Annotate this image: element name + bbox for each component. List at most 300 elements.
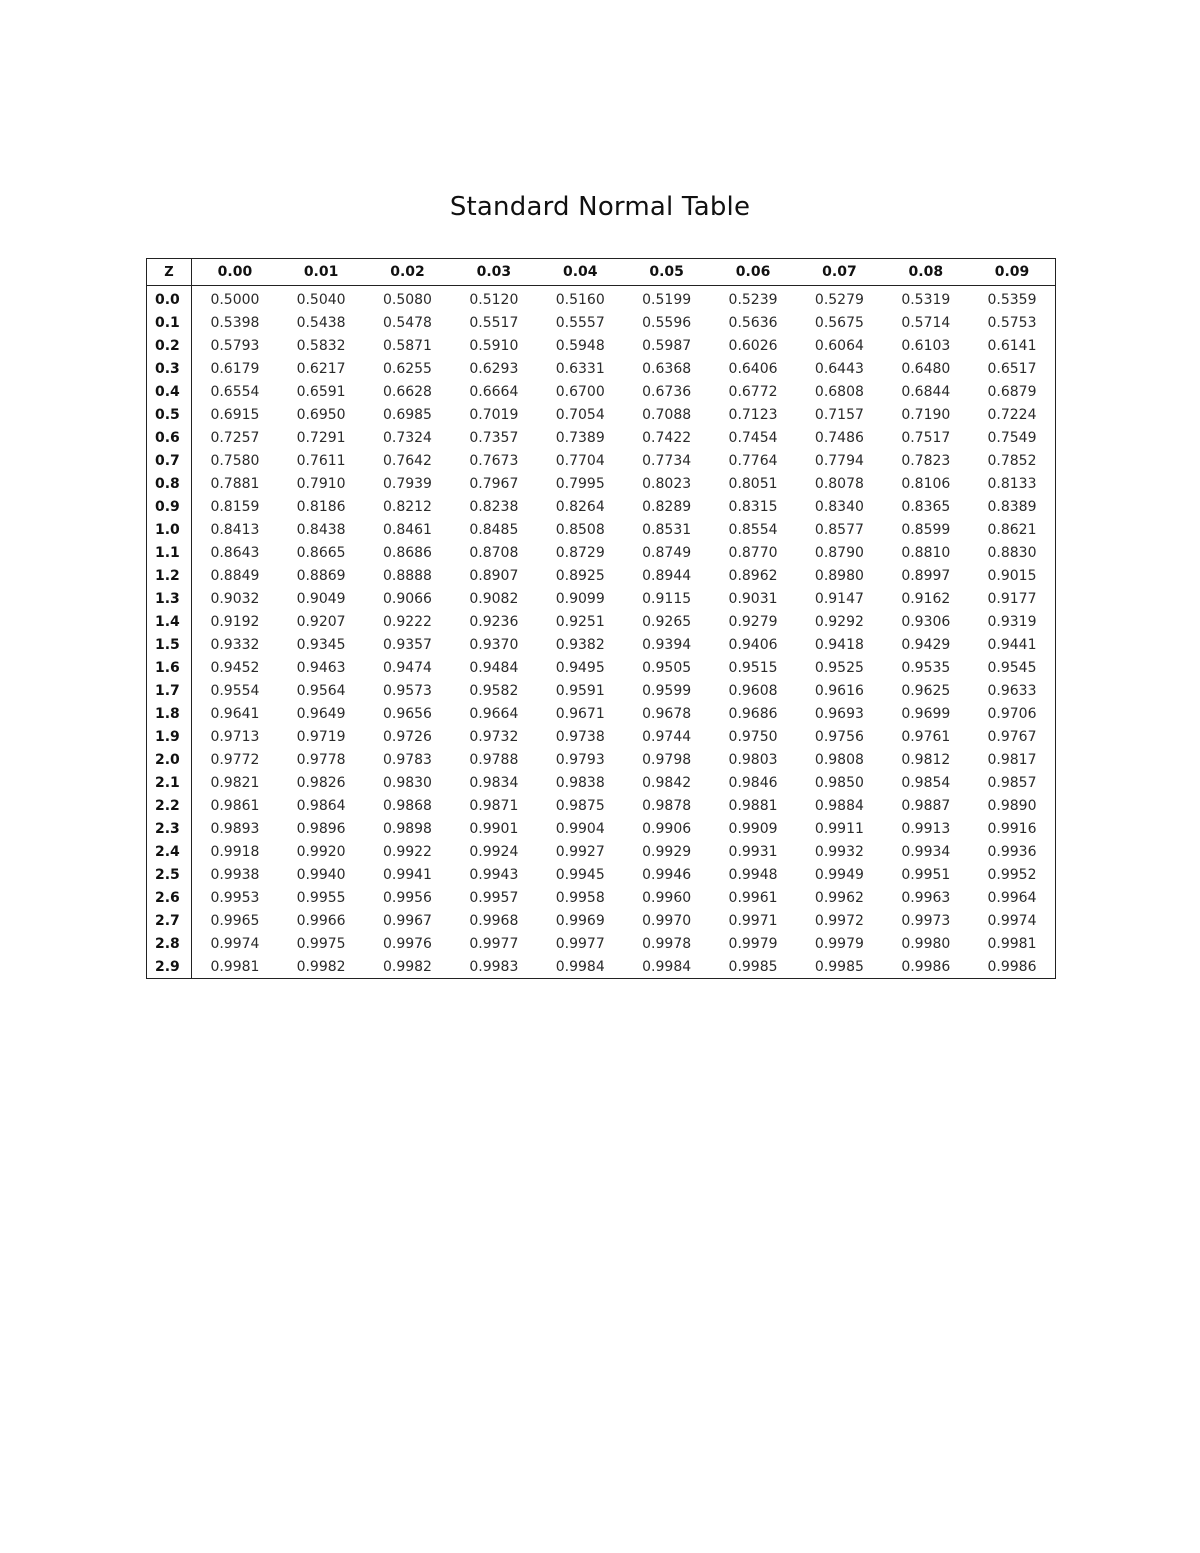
probability-cell: 0.7054 [555,406,605,423]
standard-normal-table [146,258,1056,979]
table-row [147,311,1056,334]
probability-cell: 0.9943 [469,866,519,883]
probability-cell: 0.8051 [728,475,778,492]
probability-cell: 0.5478 [382,314,432,331]
probability-cell: 0.7324 [382,429,432,446]
z-value-cell: 0.3 [147,357,192,380]
probability-cell: 0.9887 [901,797,951,814]
probability-cell: 0.7995 [555,475,605,492]
probability-cell: 0.9207 [296,613,346,630]
probability-cell: 0.7939 [382,475,432,492]
probability-cell: 0.5753 [987,314,1037,331]
probability-cell: 0.6141 [987,337,1037,354]
z-value-cell: 2.5 [147,863,192,886]
probability-cell: 0.6736 [642,383,692,400]
probability-cell: 0.5160 [555,291,605,308]
probability-cell: 0.9898 [382,820,432,837]
probability-cell: 0.6517 [987,360,1037,377]
probability-cell: 0.7123 [728,406,778,423]
probability-cell: 0.9857 [987,774,1037,791]
probability-cell: 0.6217 [296,360,346,377]
probability-cell: 0.9940 [296,866,346,883]
probability-cell: 0.9985 [728,958,778,975]
probability-cell: 0.9778 [296,751,346,768]
probability-cell: 0.9599 [642,682,692,699]
probability-cell: 0.9924 [469,843,519,860]
probability-cell: 0.6480 [901,360,951,377]
z-value-cell: 1.3 [147,587,192,610]
probability-cell: 0.7454 [728,429,778,446]
probability-cell: 0.6026 [728,337,778,354]
probability-cell: 0.9986 [901,958,951,975]
probability-cell: 0.9582 [469,682,519,699]
probability-cell: 0.6331 [555,360,605,377]
probability-cell: 0.9545 [987,659,1037,676]
probability-cell: 0.9958 [555,889,605,906]
probability-cell: 0.5596 [642,314,692,331]
probability-cell: 0.9236 [469,613,519,630]
probability-cell: 0.8599 [901,521,951,538]
probability-cell: 0.8340 [814,498,864,515]
probability-cell: 0.6591 [296,383,346,400]
probability-cell: 0.8997 [901,567,951,584]
probability-cell: 0.6179 [210,360,260,377]
probability-cell: 0.9812 [901,751,951,768]
probability-cell: 0.9656 [382,705,432,722]
probability-cell: 0.7794 [814,452,864,469]
probability-cell: 0.9750 [728,728,778,745]
probability-cell: 0.8212 [382,498,432,515]
z-value-cell: 1.8 [147,702,192,725]
table-header [147,259,1056,286]
table-row [147,955,1056,979]
probability-cell: 0.6772 [728,383,778,400]
probability-cell: 0.9429 [901,636,951,653]
probability-cell: 0.9803 [728,751,778,768]
probability-cell: 0.5120 [469,291,519,308]
probability-cell: 0.5239 [728,291,778,308]
probability-cell: 0.9788 [469,751,519,768]
table-row [147,564,1056,587]
probability-cell: 0.6985 [382,406,432,423]
probability-cell: 0.9463 [296,659,346,676]
probability-cell: 0.7190 [901,406,951,423]
probability-cell: 0.6700 [555,383,605,400]
probability-cell: 0.9474 [382,659,432,676]
column-header: 0.03 [451,259,537,286]
probability-cell: 0.9049 [296,590,346,607]
probability-cell: 0.5714 [901,314,951,331]
probability-cell: 0.7611 [296,452,346,469]
probability-cell: 0.9868 [382,797,432,814]
probability-cell: 0.6664 [469,383,519,400]
probability-cell: 0.9564 [296,682,346,699]
probability-cell: 0.9884 [814,797,864,814]
probability-cell: 0.9345 [296,636,346,653]
probability-cell: 0.9946 [642,866,692,883]
probability-cell: 0.9982 [296,958,346,975]
probability-cell: 0.9406 [728,636,778,653]
probability-cell: 0.9418 [814,636,864,653]
probability-cell: 0.9969 [555,912,605,929]
probability-cell: 0.9966 [296,912,346,929]
probability-cell: 0.7389 [555,429,605,446]
probability-cell: 0.9484 [469,659,519,676]
probability-cell: 0.9761 [901,728,951,745]
probability-cell: 0.9732 [469,728,519,745]
probability-cell: 0.7673 [469,452,519,469]
probability-cell: 0.9394 [642,636,692,653]
probability-cell: 0.9147 [814,590,864,607]
probability-cell: 0.9976 [382,935,432,952]
probability-cell: 0.8907 [469,567,519,584]
probability-cell: 0.9678 [642,705,692,722]
probability-cell: 0.8577 [814,521,864,538]
probability-cell: 0.9846 [728,774,778,791]
probability-cell: 0.6879 [987,383,1037,400]
probability-cell: 0.9864 [296,797,346,814]
column-header: 0.08 [883,259,969,286]
table-row [147,426,1056,449]
probability-cell: 0.5987 [642,337,692,354]
table-row [147,286,1056,312]
probability-cell: 0.7910 [296,475,346,492]
probability-cell: 0.5793 [210,337,260,354]
probability-cell: 0.6368 [642,360,692,377]
table-row [147,886,1056,909]
probability-cell: 0.9931 [728,843,778,860]
probability-cell: 0.8106 [901,475,951,492]
probability-cell: 0.9834 [469,774,519,791]
probability-cell: 0.6406 [728,360,778,377]
probability-cell: 0.9949 [814,866,864,883]
probability-cell: 0.6808 [814,383,864,400]
table-body [147,286,1056,979]
probability-cell: 0.9671 [555,705,605,722]
probability-cell: 0.9981 [210,958,260,975]
probability-cell: 0.8643 [210,544,260,561]
probability-cell: 0.8869 [296,567,346,584]
probability-cell: 0.9633 [987,682,1037,699]
z-value-cell: 2.4 [147,840,192,863]
probability-cell: 0.9945 [555,866,605,883]
probability-cell: 0.9964 [987,889,1037,906]
page-title: Standard Normal Table [449,192,751,222]
probability-cell: 0.9842 [642,774,692,791]
probability-cell: 0.5000 [210,291,260,308]
probability-cell: 0.9826 [296,774,346,791]
probability-cell: 0.9953 [210,889,260,906]
probability-cell: 0.9961 [728,889,778,906]
probability-cell: 0.9830 [382,774,432,791]
probability-cell: 0.8289 [642,498,692,515]
table-row [147,932,1056,955]
probability-cell: 0.9251 [555,613,605,630]
probability-cell: 0.9985 [814,958,864,975]
probability-cell: 0.9066 [382,590,432,607]
probability-cell: 0.9082 [469,590,519,607]
probability-cell: 0.9535 [901,659,951,676]
probability-cell: 0.6064 [814,337,864,354]
probability-cell: 0.9850 [814,774,864,791]
probability-cell: 0.9306 [901,613,951,630]
probability-cell: 0.8485 [469,521,519,538]
table-row [147,748,1056,771]
probability-cell: 0.7704 [555,452,605,469]
probability-cell: 0.8159 [210,498,260,515]
z-value-cell: 1.7 [147,679,192,702]
z-value-cell: 0.7 [147,449,192,472]
probability-cell: 0.8554 [728,521,778,538]
probability-cell: 0.9936 [987,843,1037,860]
probability-cell: 0.9861 [210,797,260,814]
z-value-cell: 1.2 [147,564,192,587]
probability-cell: 0.8944 [642,567,692,584]
probability-cell: 0.7580 [210,452,260,469]
probability-cell: 0.9505 [642,659,692,676]
table-row [147,403,1056,426]
probability-cell: 0.9927 [555,843,605,860]
probability-cell: 0.8665 [296,544,346,561]
probability-cell: 0.9808 [814,751,864,768]
probability-cell: 0.7734 [642,452,692,469]
probability-cell: 0.6554 [210,383,260,400]
probability-cell: 0.8508 [555,521,605,538]
probability-cell: 0.5398 [210,314,260,331]
probability-cell: 0.7019 [469,406,519,423]
probability-cell: 0.9929 [642,843,692,860]
probability-cell: 0.9971 [728,912,778,929]
probability-cell: 0.8708 [469,544,519,561]
z-value-cell: 0.0 [147,286,192,312]
probability-cell: 0.9177 [987,590,1037,607]
probability-cell: 0.9192 [210,613,260,630]
probability-cell: 0.9965 [210,912,260,929]
probability-cell: 0.5636 [728,314,778,331]
probability-cell: 0.9686 [728,705,778,722]
z-value-cell: 0.5 [147,403,192,426]
probability-cell: 0.9625 [901,682,951,699]
column-header: 0.01 [278,259,364,286]
table-row [147,840,1056,863]
probability-cell: 0.8461 [382,521,432,538]
probability-cell: 0.9878 [642,797,692,814]
probability-cell: 0.9967 [382,912,432,929]
probability-cell: 0.8133 [987,475,1037,492]
probability-cell: 0.6255 [382,360,432,377]
z-value-cell: 0.2 [147,334,192,357]
probability-cell: 0.9974 [210,935,260,952]
probability-cell: 0.9979 [814,935,864,952]
probability-cell: 0.9906 [642,820,692,837]
z-value-cell: 2.6 [147,886,192,909]
probability-cell: 0.9798 [642,751,692,768]
z-value-cell: 1.4 [147,610,192,633]
probability-cell: 0.9920 [296,843,346,860]
probability-cell: 0.9951 [901,866,951,883]
probability-cell: 0.5517 [469,314,519,331]
z-value-cell: 2.0 [147,748,192,771]
probability-cell: 0.6293 [469,360,519,377]
probability-cell: 0.9767 [987,728,1037,745]
probability-cell: 0.9783 [382,751,432,768]
z-value-cell: 1.0 [147,518,192,541]
probability-cell: 0.9918 [210,843,260,860]
probability-cell: 0.9957 [469,889,519,906]
probability-cell: 0.8770 [728,544,778,561]
probability-cell: 0.5675 [814,314,864,331]
z-value-cell: 0.4 [147,380,192,403]
probability-cell: 0.6443 [814,360,864,377]
probability-cell: 0.9875 [555,797,605,814]
probability-cell: 0.9981 [987,935,1037,952]
probability-cell: 0.9821 [210,774,260,791]
table-row [147,725,1056,748]
probability-cell: 0.8749 [642,544,692,561]
probability-cell: 0.9979 [728,935,778,952]
probability-cell: 0.5438 [296,314,346,331]
probability-cell: 0.8238 [469,498,519,515]
probability-cell: 0.7967 [469,475,519,492]
probability-cell: 0.9693 [814,705,864,722]
probability-cell: 0.5948 [555,337,605,354]
probability-cell: 0.9713 [210,728,260,745]
probability-cell: 0.5040 [296,291,346,308]
probability-cell: 0.7257 [210,429,260,446]
probability-cell: 0.9641 [210,705,260,722]
probability-cell: 0.9817 [987,751,1037,768]
probability-cell: 0.9616 [814,682,864,699]
probability-cell: 0.8365 [901,498,951,515]
z-value-cell: 0.9 [147,495,192,518]
probability-cell: 0.9452 [210,659,260,676]
probability-cell: 0.9573 [382,682,432,699]
table-row [147,679,1056,702]
z-value-cell: 2.7 [147,909,192,932]
table-row [147,449,1056,472]
probability-cell: 0.8830 [987,544,1037,561]
probability-cell: 0.9986 [987,958,1037,975]
probability-cell: 0.9744 [642,728,692,745]
probability-cell: 0.7517 [901,429,951,446]
probability-cell: 0.9984 [642,958,692,975]
probability-cell: 0.9983 [469,958,519,975]
probability-cell: 0.9591 [555,682,605,699]
probability-cell: 0.6628 [382,383,432,400]
probability-cell: 0.8729 [555,544,605,561]
probability-cell: 0.9222 [382,613,432,630]
probability-cell: 0.9292 [814,613,864,630]
probability-cell: 0.6844 [901,383,951,400]
probability-cell: 0.8980 [814,567,864,584]
table-row [147,334,1056,357]
probability-cell: 0.6915 [210,406,260,423]
table-row [147,495,1056,518]
table-row [147,771,1056,794]
probability-cell: 0.9968 [469,912,519,929]
probability-cell: 0.7852 [987,452,1037,469]
probability-cell: 0.7157 [814,406,864,423]
probability-cell: 0.9495 [555,659,605,676]
column-header: 0.04 [537,259,623,286]
probability-cell: 0.9978 [642,935,692,952]
z-value-cell: 2.9 [147,955,192,979]
probability-cell: 0.9982 [382,958,432,975]
probability-cell: 0.9756 [814,728,864,745]
probability-cell: 0.9854 [901,774,951,791]
probability-cell: 0.8849 [210,567,260,584]
probability-cell: 0.9911 [814,820,864,837]
probability-cell: 0.9896 [296,820,346,837]
probability-cell: 0.5557 [555,314,605,331]
probability-cell: 0.8925 [555,567,605,584]
probability-cell: 0.7224 [987,406,1037,423]
z-value-cell: 0.8 [147,472,192,495]
table-row [147,587,1056,610]
table-row [147,863,1056,886]
probability-cell: 0.9515 [728,659,778,676]
probability-cell: 0.8315 [728,498,778,515]
probability-cell: 0.7549 [987,429,1037,446]
probability-cell: 0.8264 [555,498,605,515]
probability-cell: 0.9881 [728,797,778,814]
probability-cell: 0.9941 [382,866,432,883]
probability-cell: 0.9664 [469,705,519,722]
probability-cell: 0.9031 [728,590,778,607]
probability-cell: 0.9977 [555,935,605,952]
probability-cell: 0.9319 [987,613,1037,630]
z-value-cell: 2.3 [147,817,192,840]
probability-cell: 0.8078 [814,475,864,492]
probability-cell: 0.5319 [901,291,951,308]
probability-cell: 0.9699 [901,705,951,722]
probability-cell: 0.9706 [987,705,1037,722]
table-row [147,472,1056,495]
probability-cell: 0.9032 [210,590,260,607]
probability-cell: 0.7357 [469,429,519,446]
probability-cell: 0.9962 [814,889,864,906]
probability-cell: 0.5910 [469,337,519,354]
probability-cell: 0.9890 [987,797,1037,814]
probability-cell: 0.9115 [642,590,692,607]
probability-cell: 0.9901 [469,820,519,837]
table-row [147,541,1056,564]
probability-cell: 0.9963 [901,889,951,906]
probability-cell: 0.8810 [901,544,951,561]
probability-cell: 0.7823 [901,452,951,469]
probability-cell: 0.8186 [296,498,346,515]
table-row [147,357,1056,380]
probability-cell: 0.5359 [987,291,1037,308]
probability-cell: 0.9977 [469,935,519,952]
table-row [147,702,1056,725]
z-value-cell: 0.1 [147,311,192,334]
probability-cell: 0.9970 [642,912,692,929]
probability-cell: 0.6103 [901,337,951,354]
probability-cell: 0.5080 [382,291,432,308]
probability-cell: 0.5279 [814,291,864,308]
table-row [147,610,1056,633]
probability-cell: 0.7764 [728,452,778,469]
probability-cell: 0.9980 [901,935,951,952]
probability-cell: 0.9608 [728,682,778,699]
z-value-cell: 2.1 [147,771,192,794]
column-header: 0.07 [796,259,882,286]
probability-cell: 0.9952 [987,866,1037,883]
probability-cell: 0.9265 [642,613,692,630]
probability-cell: 0.9649 [296,705,346,722]
probability-cell: 0.8413 [210,521,260,538]
